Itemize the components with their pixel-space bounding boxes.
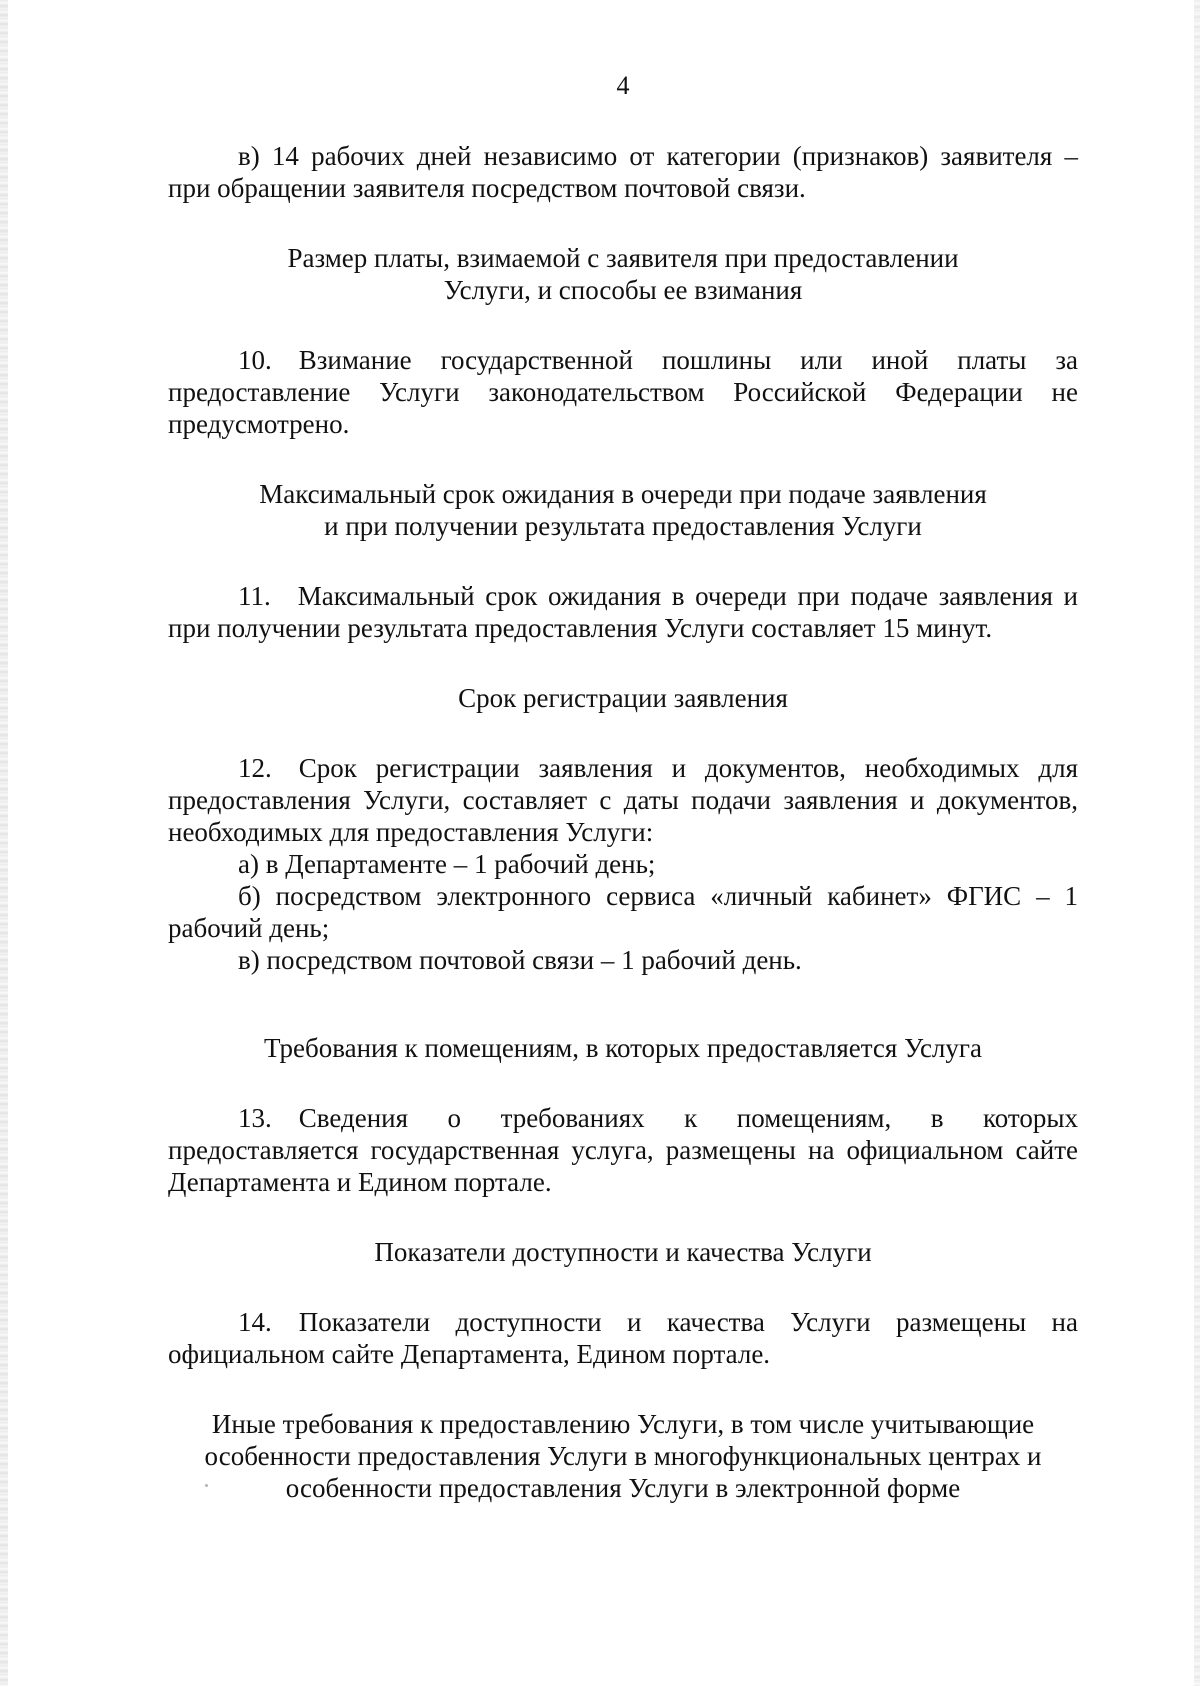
paragraph-9v: в) 14 рабочих дней независимо от категории (признаков) заявителя – при обращении заявителя посредством почтовой связи. bbox=[168, 141, 1078, 203]
page-number: 4 bbox=[616, 71, 630, 100]
heading-queue-line2: и при получении результата предоставления Услуги bbox=[324, 511, 922, 541]
list-item-12a: а) в Департаменте – 1 рабочий день; bbox=[238, 849, 656, 879]
paragraph-13: 13. Сведения о требованиях к помещениям, в которых предоставляется государственная услуга, размещены на официальном сайте Департамента и Едином портале. bbox=[168, 1103, 1078, 1197]
paragraph-11: 11. Максимальный срок ожидания в очереди при подаче заявления и при получении результата предоставления Услуги составляет 15 минут. bbox=[168, 581, 1078, 643]
list-item-12v: в) посредством почтовой связи – 1 рабочий день. bbox=[238, 945, 802, 975]
heading-quality: Показатели доступности и качества Услуги bbox=[374, 1237, 872, 1267]
heading-other-line3: особенности предоставления Услуги в электронной форме bbox=[285, 1473, 961, 1503]
paragraph-14: 14. Показатели доступности и качества Услуги размещены на официальном сайте Департамента, Едином портале. bbox=[168, 1307, 1078, 1369]
list-item-12b: б) посредством электронного сервиса «личный кабинет» ФГИС – 1 рабочий день; bbox=[168, 881, 1078, 943]
heading-queue bbox=[168, 478, 1078, 542]
heading-other-line1: Иные требования к предоставлению Услуги, в том числе учитывающие bbox=[211, 1409, 1035, 1439]
heading-registration: Срок регистрации заявления bbox=[458, 683, 788, 713]
scan-edge-left bbox=[0, 0, 8, 1686]
heading-queue-line1: Максимальный срок ожидания в очереди при подаче заявления bbox=[259, 479, 987, 509]
heading-premises: Требования к помещениям, в которых предоставляется Услуга bbox=[264, 1033, 982, 1063]
heading-fee-line1: Размер платы, взимаемой с заявителя при предоставлении bbox=[287, 243, 959, 273]
paragraph-12: 12. Срок регистрации заявления и документов, необходимых для предоставления Услуги, составляет с даты подачи заявления и документов, необходимых для предоставления Услуги: bbox=[168, 753, 1078, 847]
heading-fee bbox=[168, 242, 1078, 306]
paragraph-10: 10. Взимание государственной пошлины или иной платы за предоставление Услуги законодательством Российской Федерации не предусмотрено. bbox=[168, 345, 1078, 439]
heading-other-line2: особенности предоставления Услуги в многофункциональных центрах и bbox=[204, 1441, 1042, 1471]
scan-edge-right bbox=[1194, 0, 1200, 1686]
heading-fee-line2: Услуги, и способы ее взимания bbox=[443, 275, 803, 305]
document-body bbox=[168, 70, 1078, 1504]
heading-other-requirements bbox=[168, 1408, 1078, 1504]
